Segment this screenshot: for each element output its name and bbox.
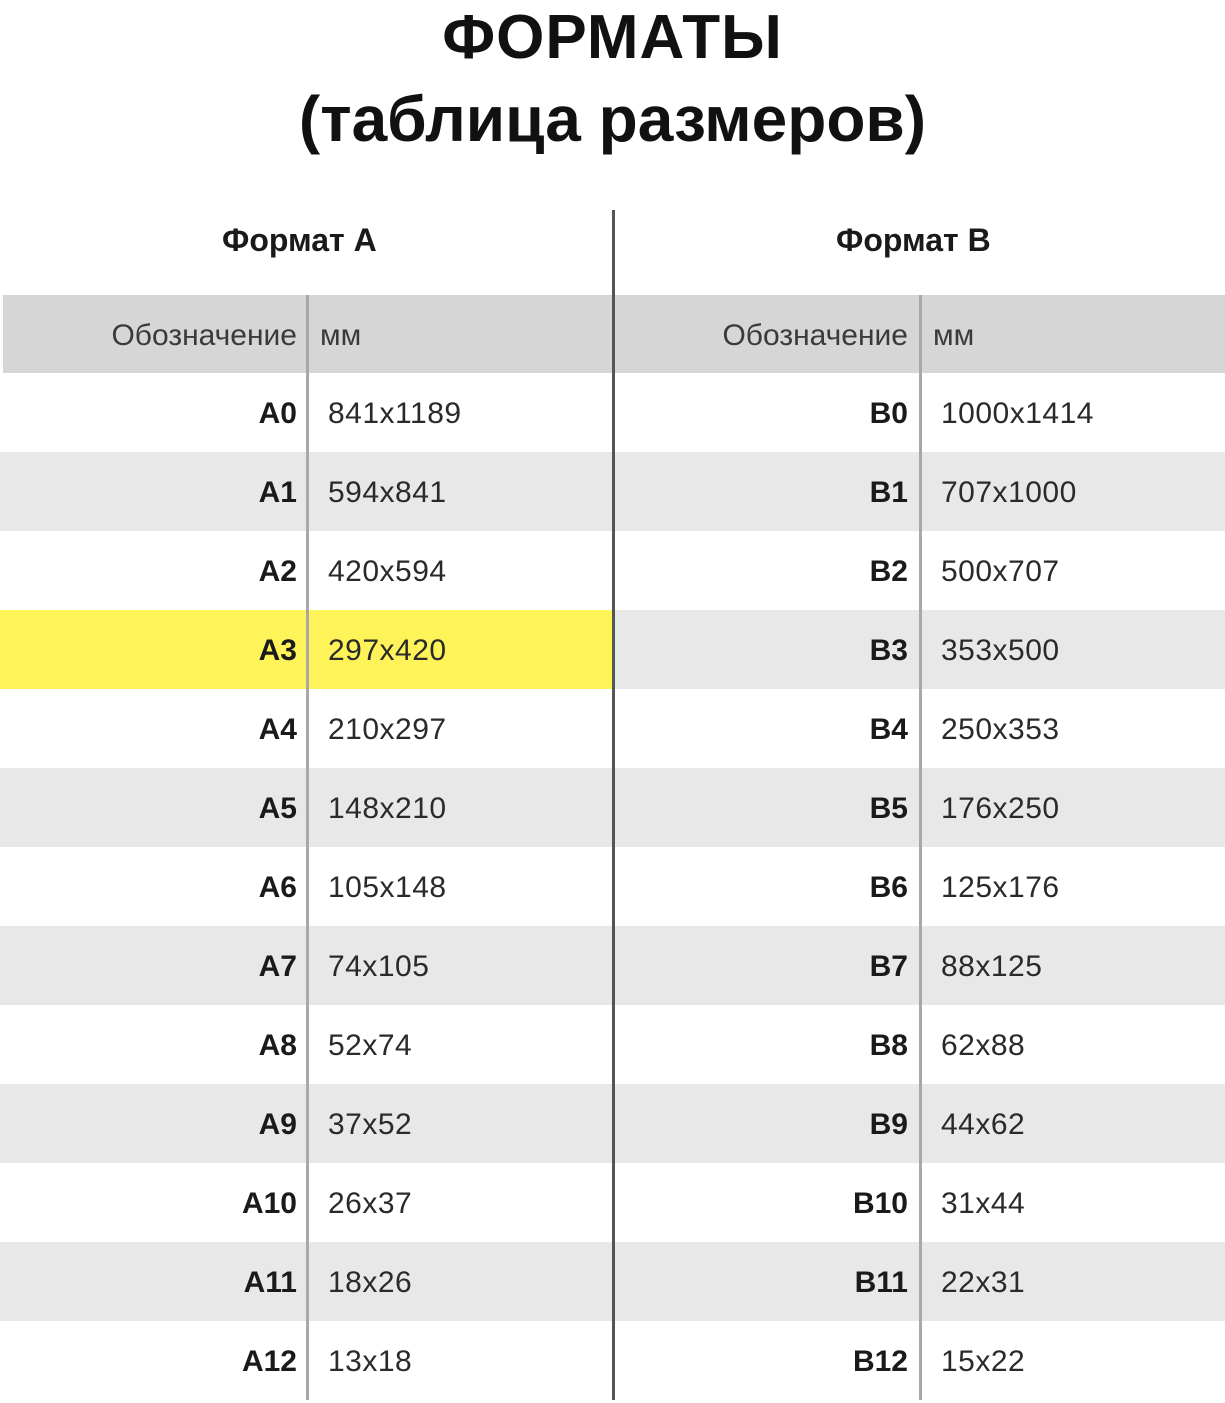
format-b-mm-cell: 1000x1414	[941, 397, 1094, 430]
format-a-mm-cell: 74x105	[328, 950, 430, 983]
format-b-code-cell: B8	[869, 1029, 908, 1062]
format-a-mm-cell: 210x297	[328, 713, 447, 746]
format-b-code-cell: B0	[869, 397, 908, 430]
format-a-mm-cell: 594x841	[328, 476, 447, 509]
format-a-code-cell: A5	[258, 792, 297, 825]
format-a-mm-cell: 420x594	[328, 555, 447, 588]
format-a-code-cell: A2	[258, 555, 297, 588]
format-b-code-cell: B7	[869, 950, 908, 983]
format-a-code-cell: A9	[258, 1108, 297, 1141]
format-a-col-mm-header: мм	[320, 319, 362, 352]
format-b-mm-cell: 707x1000	[941, 476, 1077, 509]
format-b-mm-cell: 250x353	[941, 713, 1060, 746]
format-b-code-cell: B12	[852, 1345, 908, 1378]
format-a-code-cell: A7	[258, 950, 297, 983]
format-a-mm-cell: 13x18	[328, 1345, 413, 1378]
format-b-mm-cell: 44x62	[941, 1108, 1026, 1141]
format-a-code-cell: A6	[258, 871, 297, 904]
format-a-code-cell: A1	[258, 476, 297, 509]
format-b-code-cell: B2	[869, 555, 908, 588]
format-a-heading: Формат А	[222, 222, 377, 258]
format-a-col-code-header: Обозначение	[111, 319, 297, 352]
format-b-mm-cell: 22x31	[941, 1266, 1026, 1299]
format-b-mm-cell: 500x707	[941, 555, 1060, 588]
format-a-code-cell: A12	[241, 1345, 297, 1378]
format-b-code-cell: B5	[869, 792, 908, 825]
format-b-mm-cell: 88x125	[941, 950, 1043, 983]
format-a-mm-cell: 105x148	[328, 871, 447, 904]
format-a-mm-cell: 18x26	[328, 1266, 413, 1299]
format-a-column-divider	[306, 295, 309, 1400]
format-a-code-cell: A11	[243, 1266, 297, 1299]
format-b-col-code-header: Обозначение	[722, 319, 908, 352]
format-a-code-cell: A0	[258, 397, 297, 430]
format-b-code-cell: B11	[854, 1266, 908, 1299]
format-b-code-cell: B9	[869, 1108, 908, 1141]
format-a-mm-cell: 841x1189	[328, 397, 462, 430]
format-a-code-cell: A3	[258, 634, 297, 667]
page-subtitle: (таблица размеров)	[298, 83, 927, 155]
format-b-mm-cell: 31x44	[941, 1187, 1026, 1220]
format-b-code-cell: B3	[869, 634, 908, 667]
format-a-code-cell: A10	[241, 1187, 297, 1220]
format-b-mm-cell: 176x250	[941, 792, 1060, 825]
format-a-mm-cell: 26x37	[328, 1187, 413, 1220]
format-b-column-divider	[919, 295, 922, 1400]
format-a-mm-cell: 52x74	[328, 1029, 413, 1062]
format-a-mm-cell: 148x210	[328, 792, 447, 825]
format-b-heading: Формат В	[836, 222, 991, 258]
format-b-code-cell: B6	[869, 871, 908, 904]
format-b-table	[615, 0, 1225, 1400]
format-b-col-mm-header: мм	[933, 319, 975, 352]
format-b-code-cell: B1	[869, 476, 908, 509]
format-a-mm-cell: 297x420	[328, 634, 447, 667]
format-a-code-cell: A8	[258, 1029, 297, 1062]
format-b-code-cell: B4	[869, 713, 908, 746]
format-a-table	[0, 0, 612, 1400]
format-a-code-cell: A4	[258, 713, 297, 746]
format-b-mm-cell: 125x176	[941, 871, 1060, 904]
format-b-mm-cell: 15x22	[941, 1345, 1026, 1378]
page-title: ФОРМАТЫ	[442, 3, 783, 72]
format-a-mm-cell: 37x52	[328, 1108, 413, 1141]
format-b-mm-cell: 353x500	[941, 634, 1060, 667]
format-b-code-cell: B10	[852, 1187, 908, 1220]
format-b-mm-cell: 62x88	[941, 1029, 1026, 1062]
